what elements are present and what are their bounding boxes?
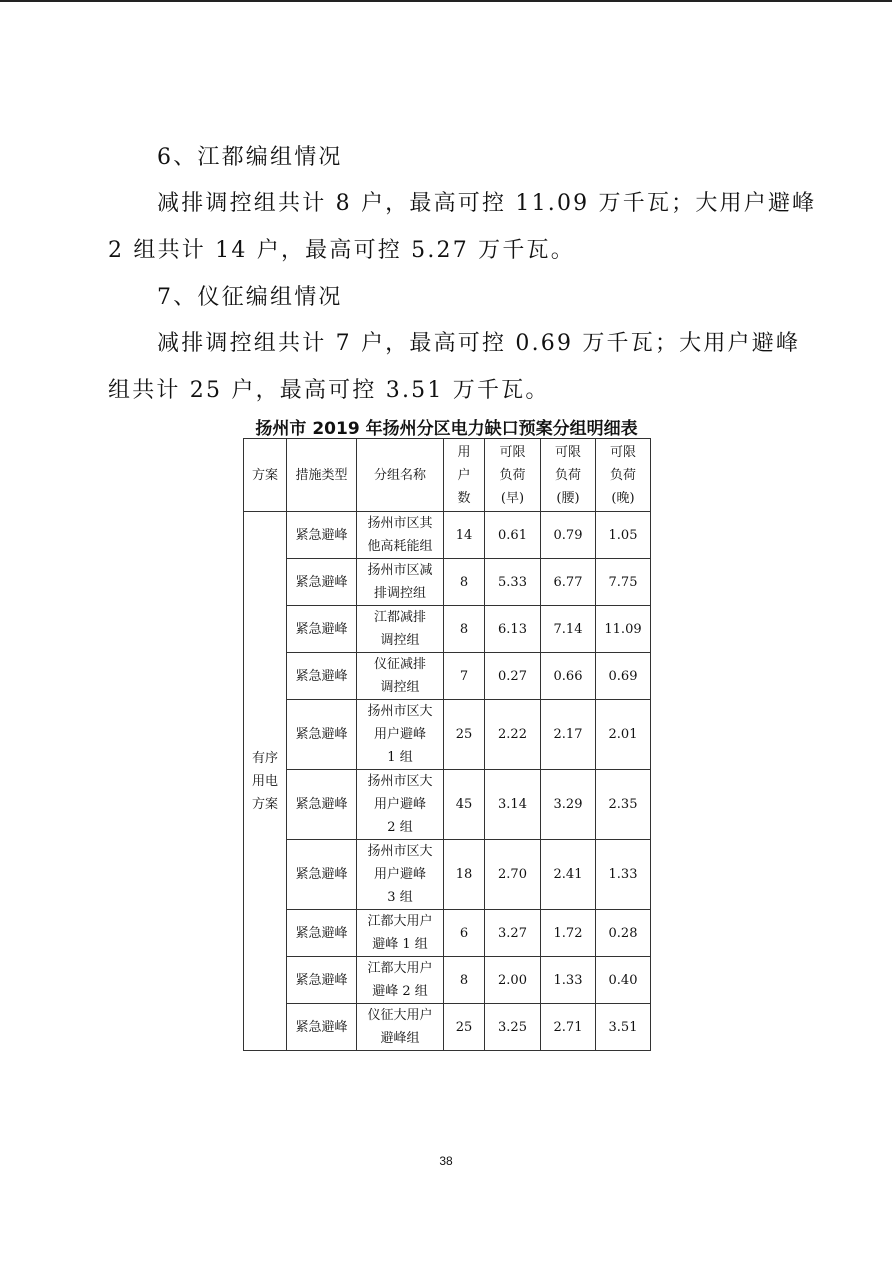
header-measure-type: 措施类型 [287,439,357,512]
load-evening-cell: 7.75 [596,559,651,606]
load-morning-cell: 2.00 [485,957,541,1004]
paragraph-jiangdu-line2: 2 组共计 14 户，最高可控 5.27 万千瓦。 [108,238,575,263]
measure-type-cell: 紧急避峰 [287,653,357,700]
group-name-cell: 扬州市区减 排调控组 [357,559,444,606]
load-morning-cell: 0.27 [485,653,541,700]
load-waist-cell: 1.72 [541,910,596,957]
user-count-cell: 8 [444,606,485,653]
table-header-row [244,439,651,512]
user-count-cell: 8 [444,957,485,1004]
load-waist-cell: 2.41 [541,840,596,910]
group-name-cell: 扬州市区大 用户避峰 1 组 [357,700,444,770]
group-name-cell: 扬州市区其 他高耗能组 [357,512,444,559]
load-evening-cell: 0.28 [596,910,651,957]
table-row [244,700,651,770]
load-evening-cell: 2.01 [596,700,651,770]
measure-type-cell: 紧急避峰 [287,910,357,957]
user-count-cell: 18 [444,840,485,910]
load-waist-cell: 2.71 [541,1004,596,1051]
load-evening-cell: 3.51 [596,1004,651,1051]
group-name-cell: 仪征大用户 避峰组 [357,1004,444,1051]
measure-type-cell: 紧急避峰 [287,559,357,606]
heading-yizheng: 7、仪征编组情况 [157,285,343,310]
load-waist-cell: 0.66 [541,653,596,700]
user-count-cell: 8 [444,559,485,606]
table-row [244,957,651,1004]
load-evening-cell: 1.05 [596,512,651,559]
user-count-cell: 25 [444,1004,485,1051]
load-waist-cell: 7.14 [541,606,596,653]
measure-type-cell: 紧急避峰 [287,840,357,910]
measure-type-cell: 紧急避峰 [287,700,357,770]
measure-type-cell: 紧急避峰 [287,770,357,840]
load-evening-cell: 1.33 [596,840,651,910]
load-waist-cell: 0.79 [541,512,596,559]
header-load-evening: 可限 负荷 (晚) [596,439,651,512]
group-name-cell: 江都大用户 避峰 1 组 [357,910,444,957]
table-row [244,770,651,840]
group-name-cell: 扬州市区大 用户避峰 3 组 [357,840,444,910]
user-count-cell: 7 [444,653,485,700]
load-waist-cell: 2.17 [541,700,596,770]
user-count-cell: 45 [444,770,485,840]
load-evening-cell: 2.35 [596,770,651,840]
header-user-count: 用 户 数 [444,439,485,512]
load-morning-cell: 5.33 [485,559,541,606]
load-morning-cell: 0.61 [485,512,541,559]
measure-type-cell: 紧急避峰 [287,606,357,653]
table-row [244,1004,651,1051]
header-load-waist: 可限 负荷 (腰) [541,439,596,512]
group-name-cell: 江都减排 调控组 [357,606,444,653]
header-load-morning: 可限 负荷 (早) [485,439,541,512]
load-morning-cell: 2.70 [485,840,541,910]
measure-type-cell: 紧急避峰 [287,957,357,1004]
group-name-cell: 江都大用户 避峰 2 组 [357,957,444,1004]
page-number: 38 [439,1154,453,1168]
plan-cell: 有序 用电 方案 [244,512,287,1051]
paragraph-jiangdu-line1: 减排调控组共计 8 户，最高可控 11.09 万千瓦；大用户避峰 [157,191,817,216]
user-count-cell: 14 [444,512,485,559]
load-morning-cell: 6.13 [485,606,541,653]
load-morning-cell: 3.27 [485,910,541,957]
paragraph-yizheng-line1: 减排调控组共计 7 户，最高可控 0.69 万千瓦；大用户避峰 [157,331,801,356]
load-evening-cell: 11.09 [596,606,651,653]
header-group-name: 分组名称 [357,439,444,512]
load-morning-cell: 3.25 [485,1004,541,1051]
load-evening-cell: 0.69 [596,653,651,700]
header-plan: 方案 [244,439,287,512]
table-row [244,559,651,606]
group-name-cell: 扬州市区大 用户避峰 2 组 [357,770,444,840]
table-row [244,653,651,700]
load-morning-cell: 3.14 [485,770,541,840]
measure-type-cell: 紧急避峰 [287,512,357,559]
load-waist-cell: 3.29 [541,770,596,840]
load-morning-cell: 2.22 [485,700,541,770]
load-waist-cell: 1.33 [541,957,596,1004]
user-count-cell: 6 [444,910,485,957]
table-row [244,910,651,957]
top-border-line [0,0,892,2]
user-count-cell: 25 [444,700,485,770]
load-evening-cell: 0.40 [596,957,651,1004]
group-name-cell: 仪征减排 调控组 [357,653,444,700]
table-row [244,606,651,653]
table-row [244,840,651,910]
heading-jiangdu: 6、江都编组情况 [157,145,343,170]
load-waist-cell: 6.77 [541,559,596,606]
measure-type-cell: 紧急避峰 [287,1004,357,1051]
grouping-detail-table [243,438,651,1051]
table-title: 扬州市 2019 年扬州分区电力缺口预案分组明细表 [255,419,638,439]
paragraph-yizheng-line2: 组共计 25 户，最高可控 3.51 万千瓦。 [108,378,550,403]
table-row [244,512,651,559]
